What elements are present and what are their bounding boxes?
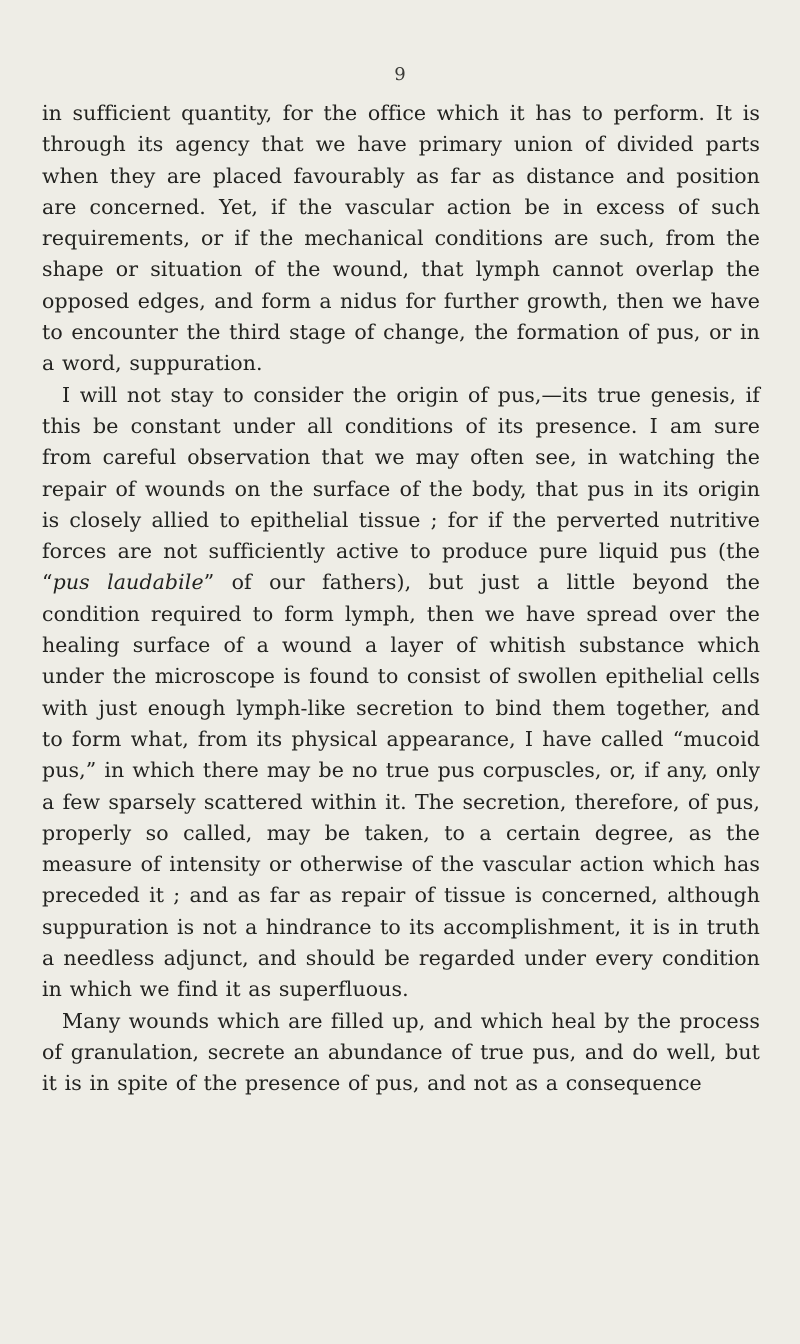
body-text — [42, 98, 760, 1100]
paragraph-text: in sufficient quantity, for the office which it has to perform. It is through its agency that we have primary union of divided parts when they are placed favourably as far as distance and position are concerned. Yet, if the vascular action be in excess of such requirements, or if the mechanical conditions are such, from the shape or situation of the wound, that lymph cannot overlap the opposed edges, and form a nidus for further growth, then we have to encounter the third stage of change, the formation of pus, or in a word, suppuration. — [42, 101, 760, 376]
paragraph-origin-of-pus — [42, 380, 760, 1006]
latin-term: pus laudabile — [52, 570, 204, 595]
page-number: 9 — [394, 64, 406, 85]
paragraph-granulation — [42, 1006, 760, 1100]
paragraph-text: ” of our fathers), but just a little beyond the condition required to form lymph, then we have spread over the healing surface of a wound a layer of whitish substance which under the microscope is found to consist of swollen epithelial cells with just enough lymph-like secretion to bind them together, and to form what, from its physical appearance, I have called “mucoid pus,” in which there may be no true pus corpuscles, or, if any, only a few sparsely scattered within it. The secretion, therefore, of pus, properly so called, may be taken, to a certain degree, as the measure of intensity or otherwise of the vascular action which has preceded it ; and as far as repair of tissue is concerned, although suppuration is not a hindrance to its accomplishment, it is in truth a needless adjunct, and should be regarded under every condition in which we find it as superfluous. — [42, 570, 761, 1002]
paragraph-suppuration — [42, 98, 760, 380]
paragraph-text: I will not stay to consider the origin of pus,—its true genesis, if this be constant under all conditions of its presence. I am sure from careful observation that we may often see, in watching the repair of wounds on the surface of the body, that pus in its origin is closely allied to epithelial tissue ; for if the perverted nutritive forces are not sufficiently active to produce pure liquid pus (the “ — [42, 382, 760, 595]
paragraph-text: Many wounds which are filled up, and which heal by the process of granulation, secrete an abundance of true pus, and do well, but it is in spite of the presence of pus, and not as a consequence — [42, 1008, 760, 1096]
